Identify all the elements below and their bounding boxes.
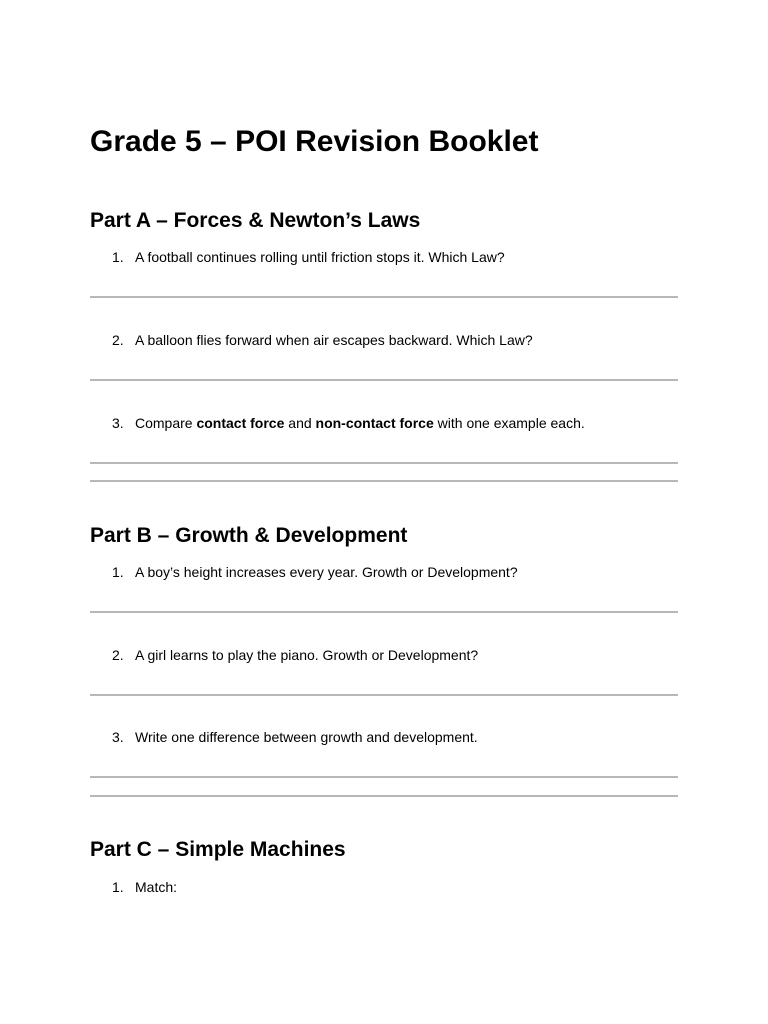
answer-line[interactable] (90, 694, 678, 696)
question-text: A girl learns to play the piano. Growth or Development? (135, 647, 479, 663)
question-a3 (112, 413, 585, 433)
question-b1 (112, 562, 518, 582)
question-text: A balloon flies forward when air escapes backward. Which Law? (135, 332, 533, 348)
question-c1 (112, 877, 177, 897)
question-number: 1. (112, 564, 124, 580)
answer-line[interactable] (90, 379, 678, 381)
question-text: A boy’s height increases every year. Growth or Development? (135, 564, 518, 580)
question-number: 2. (112, 332, 124, 348)
question-b3 (112, 727, 478, 747)
question-number: 3. (112, 729, 124, 745)
question-b2 (112, 645, 478, 665)
section-heading-part-a: Part A – Forces & Newton’s Laws (90, 209, 421, 232)
question-text (135, 415, 585, 431)
answer-line[interactable] (90, 296, 678, 298)
text-run: with one example each. (433, 415, 585, 431)
bold-term-contact-force: contact force (196, 415, 285, 431)
question-text: Match: (135, 879, 178, 895)
answer-line[interactable] (90, 776, 678, 778)
section-heading-part-c: Part C – Simple Machines (90, 838, 346, 861)
question-a1 (112, 247, 505, 267)
question-number: 1. (112, 249, 124, 265)
section-divider (90, 480, 678, 482)
question-text: A football continues rolling until friction stops it. Which Law? (135, 249, 505, 265)
section-heading-part-b: Part B – Growth & Development (90, 524, 408, 547)
answer-line[interactable] (90, 611, 678, 613)
question-text: Write one difference between growth and development. (135, 729, 478, 745)
answer-line[interactable] (90, 462, 678, 464)
question-number: 3. (112, 415, 124, 431)
bold-term-non-contact-force: non-contact force (315, 415, 434, 431)
section-divider (90, 795, 678, 797)
text-run: and (284, 415, 316, 431)
question-a2 (112, 330, 533, 350)
page-title: Grade 5 – POI Revision Booklet (90, 125, 539, 158)
question-number: 1. (112, 879, 124, 895)
question-number: 2. (112, 647, 124, 663)
text-run: Compare (135, 415, 197, 431)
